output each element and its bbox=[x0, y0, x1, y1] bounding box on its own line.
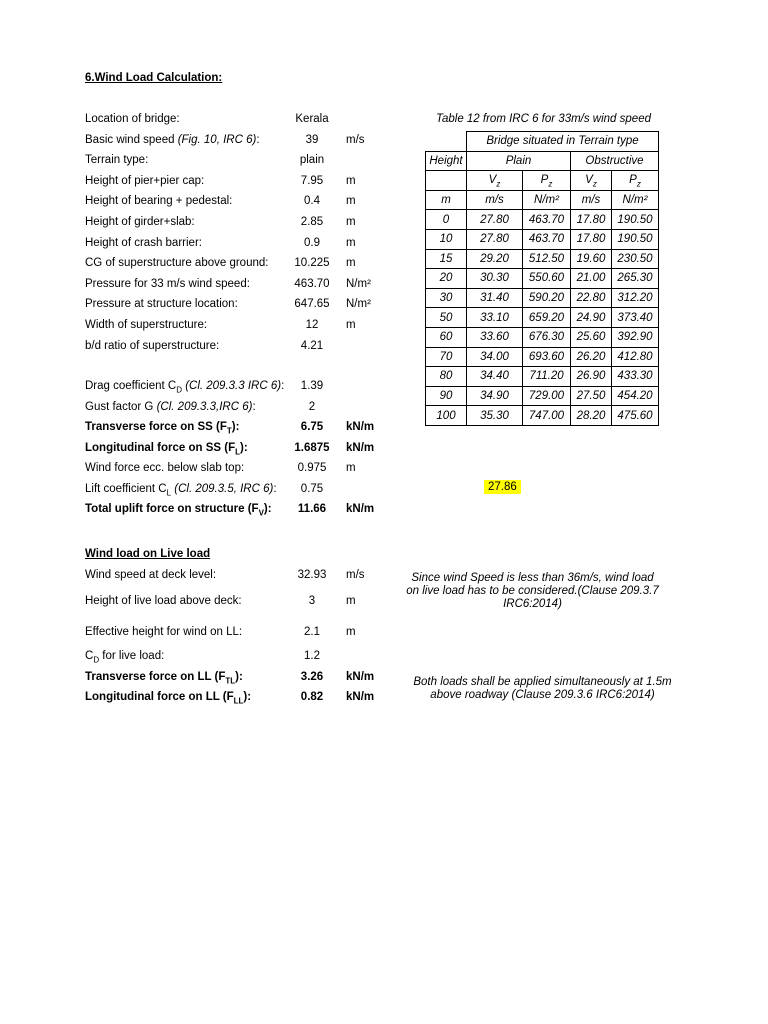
table-row bbox=[426, 249, 659, 269]
row-label bbox=[85, 257, 268, 269]
label-suffix: : bbox=[273, 482, 277, 495]
table-cell: 676.30 bbox=[523, 327, 571, 347]
label-suffix: ): bbox=[235, 671, 243, 683]
label-text: Transverse force on LL (F bbox=[85, 671, 226, 683]
row-unit: m bbox=[346, 216, 356, 228]
row-unit: m bbox=[346, 462, 356, 474]
table-cell: 20 bbox=[426, 269, 467, 289]
row-label bbox=[85, 626, 242, 638]
row-unit: kN/m bbox=[346, 503, 375, 515]
table-cell: 17.80 bbox=[571, 210, 612, 230]
row-value: 2.1 bbox=[304, 626, 320, 638]
table-cell: 27.80 bbox=[467, 229, 523, 249]
label-suffix: : bbox=[281, 380, 285, 392]
row-value: 1.2 bbox=[304, 650, 320, 662]
row-value: 4.21 bbox=[300, 339, 324, 352]
unit-cell: m/s bbox=[467, 190, 523, 210]
blank-cell bbox=[426, 132, 467, 152]
table-cell: 265.30 bbox=[612, 269, 659, 289]
sub-header-symbol: P bbox=[540, 174, 549, 187]
sub-header bbox=[467, 171, 523, 191]
table-row bbox=[426, 288, 659, 308]
table-cell: 80 bbox=[426, 367, 467, 387]
table-cell: 34.00 bbox=[467, 347, 523, 367]
unit-cell: m/s bbox=[571, 190, 612, 210]
live-load-note: Since wind Speed is less than 36m/s, wind load on live load has to be considered.(Clause 209.3.7 IRC6:2014) bbox=[406, 572, 659, 610]
label-suffix: ): bbox=[263, 503, 272, 515]
table-cell: 26.90 bbox=[571, 367, 612, 387]
label-text: CG of superstructure above ground: bbox=[85, 257, 269, 270]
sub-header bbox=[571, 171, 612, 191]
table-cell: 33.10 bbox=[467, 308, 523, 328]
sub-header-symbol: P bbox=[629, 174, 637, 187]
row-label bbox=[85, 595, 242, 607]
row-value: 6.75 bbox=[300, 421, 324, 433]
row-value: 0.975 bbox=[297, 462, 327, 474]
row-label bbox=[85, 298, 238, 310]
table-cell: 50 bbox=[426, 308, 467, 328]
table-cell: 711.20 bbox=[523, 367, 571, 387]
row-value: 0.4 bbox=[304, 195, 320, 208]
row-unit: m bbox=[346, 626, 356, 638]
row-value: 463.70 bbox=[294, 277, 330, 290]
table-cell: 28.20 bbox=[571, 406, 612, 426]
label-text: Height of live load above deck: bbox=[85, 595, 242, 607]
table-cell: 747.00 bbox=[523, 406, 571, 426]
row-label bbox=[85, 380, 285, 395]
row-value: 2 bbox=[308, 400, 316, 413]
table-cell: 10 bbox=[426, 229, 467, 249]
obstructive-header: Obstructive bbox=[571, 151, 659, 171]
sub-header-subscript: z bbox=[592, 179, 597, 189]
label-subscript: V bbox=[258, 508, 264, 518]
unit-cell: N/m² bbox=[612, 190, 659, 210]
label-text: Location of bridge: bbox=[85, 113, 180, 125]
table-cell: 33.60 bbox=[467, 327, 523, 347]
section-title: 6.Wind Load Calculation: bbox=[85, 72, 223, 84]
table-row bbox=[426, 406, 659, 426]
row-value: 0.75 bbox=[300, 482, 324, 495]
table-row bbox=[426, 386, 659, 406]
row-unit: m/s bbox=[346, 133, 365, 146]
row-unit: kN/m bbox=[346, 691, 375, 703]
table-cell: 190.50 bbox=[612, 210, 659, 230]
row-label bbox=[85, 278, 250, 290]
table-cell: 70 bbox=[426, 347, 467, 367]
table-cell: 21.00 bbox=[571, 269, 612, 289]
table-row bbox=[426, 367, 659, 387]
table-cell: 659.20 bbox=[523, 308, 571, 328]
label-text: Basic wind speed bbox=[85, 133, 175, 146]
row-unit: N/m² bbox=[346, 298, 371, 311]
row-value: 647.65 bbox=[294, 298, 330, 311]
row-value: 1.6875 bbox=[294, 441, 330, 454]
row-unit: m bbox=[346, 595, 356, 607]
row-unit: N/m² bbox=[346, 277, 371, 290]
label-suffix: for live load: bbox=[99, 650, 165, 662]
label-text: Wind force ecc. below slab top: bbox=[85, 462, 245, 474]
table-cell: 550.60 bbox=[523, 269, 571, 289]
label-subscript: D bbox=[93, 655, 100, 665]
label-text: Transverse force on SS (F bbox=[85, 421, 227, 433]
table-cell: 729.00 bbox=[523, 386, 571, 406]
table-cell: 590.20 bbox=[523, 288, 571, 308]
row-label bbox=[85, 401, 256, 413]
label-suffix: : bbox=[256, 133, 260, 146]
highlighted-value bbox=[484, 481, 521, 493]
label-text: C bbox=[85, 650, 94, 662]
table-cell: 312.20 bbox=[612, 288, 659, 308]
unit-cell: N/m² bbox=[523, 190, 571, 210]
row-value: 11.66 bbox=[297, 503, 327, 515]
label-text: Gust factor G bbox=[85, 400, 154, 413]
row-value: 3 bbox=[308, 595, 316, 607]
table-cell: 90 bbox=[426, 386, 467, 406]
label-suffix: ): bbox=[243, 691, 252, 703]
label-text: Height of bearing + pedestal: bbox=[85, 195, 233, 208]
row-value: 39 bbox=[305, 133, 319, 146]
row-unit: m bbox=[346, 236, 356, 249]
table-cell: 60 bbox=[426, 327, 467, 347]
label-subscript: D bbox=[176, 385, 182, 395]
table-cell: 0 bbox=[426, 210, 467, 230]
table-cell: 190.50 bbox=[612, 229, 659, 249]
row-label bbox=[85, 442, 248, 454]
row-label bbox=[85, 195, 232, 207]
row-label bbox=[85, 691, 252, 706]
label-text: Height of pier+pier cap: bbox=[85, 174, 205, 187]
row-value: plain bbox=[299, 154, 325, 167]
row-value: 12 bbox=[305, 319, 319, 331]
blank-cell bbox=[426, 171, 467, 191]
label-reference: (Fig. 10, IRC 6) bbox=[177, 133, 257, 146]
table-cell: 35.30 bbox=[467, 406, 523, 426]
row-value: 32.93 bbox=[297, 569, 327, 581]
row-label bbox=[85, 216, 195, 228]
table-row bbox=[426, 308, 659, 328]
row-label bbox=[85, 650, 165, 665]
label-text: Longitudinal force on SS (F bbox=[85, 441, 236, 454]
row-unit: m bbox=[346, 174, 356, 187]
group-header: Bridge situated in Terrain type bbox=[467, 132, 659, 152]
table-cell: 412.80 bbox=[612, 347, 659, 367]
table-caption: Table 12 from IRC 6 for 33m/s wind speed bbox=[436, 113, 651, 125]
table-row bbox=[426, 229, 659, 249]
table-cell: 512.50 bbox=[523, 249, 571, 269]
label-subscript: LL bbox=[233, 696, 244, 706]
height-header: Height bbox=[426, 151, 467, 171]
row-label bbox=[85, 671, 243, 686]
table-cell: 433.30 bbox=[612, 367, 659, 387]
table-cell: 29.20 bbox=[467, 249, 523, 269]
row-label bbox=[85, 462, 244, 474]
row-label bbox=[85, 483, 277, 495]
label-suffix: ): bbox=[231, 421, 240, 433]
label-reference: (Cl. 209.3.3 IRC 6) bbox=[185, 380, 282, 392]
table-cell: 27.50 bbox=[571, 386, 612, 406]
row-value: Kerala bbox=[295, 113, 329, 125]
plain-header: Plain bbox=[467, 151, 571, 171]
sub-header bbox=[523, 171, 571, 191]
row-value: 3.26 bbox=[300, 671, 324, 683]
row-label bbox=[85, 175, 204, 187]
row-unit: m bbox=[346, 319, 356, 331]
table-cell: 34.90 bbox=[467, 386, 523, 406]
table-cell: 373.40 bbox=[612, 308, 659, 328]
label-text: Pressure at structure location: bbox=[85, 298, 238, 311]
table-cell: 30 bbox=[426, 288, 467, 308]
row-value: 1.39 bbox=[300, 380, 324, 392]
label-text: Width of superstructure: bbox=[85, 319, 208, 331]
row-label bbox=[85, 421, 240, 436]
table-cell: 24.90 bbox=[571, 308, 612, 328]
label-subscript: L bbox=[166, 487, 172, 497]
table-cell: 392.90 bbox=[612, 327, 659, 347]
sub-header-subscript: z bbox=[636, 179, 641, 189]
row-label bbox=[85, 503, 272, 518]
highlight-cell: 27.86 bbox=[484, 480, 521, 494]
row-unit: m/s bbox=[346, 569, 365, 581]
table-cell: 22.80 bbox=[571, 288, 612, 308]
row-value: 10.225 bbox=[294, 257, 330, 270]
irc-wind-table bbox=[425, 131, 659, 426]
row-label bbox=[85, 569, 216, 581]
label-text: Total uplift force on structure (F bbox=[85, 503, 259, 515]
sub-header-subscript: z bbox=[548, 179, 553, 189]
table-row bbox=[426, 347, 659, 367]
table-cell: 475.60 bbox=[612, 406, 659, 426]
live-load-heading: Wind load on Live load bbox=[85, 548, 211, 560]
table-cell: 19.60 bbox=[571, 249, 612, 269]
table-cell: 34.40 bbox=[467, 367, 523, 387]
label-text: Effective height for wind on LL: bbox=[85, 626, 243, 638]
table-row bbox=[426, 327, 659, 347]
table-cell: 454.20 bbox=[612, 386, 659, 406]
label-text: Pressure for 33 m/s wind speed: bbox=[85, 277, 250, 290]
row-label bbox=[85, 134, 260, 146]
row-unit: kN/m bbox=[346, 421, 375, 433]
row-label bbox=[85, 154, 148, 166]
sub-header-symbol: V bbox=[585, 174, 593, 187]
label-subscript: T bbox=[226, 426, 232, 436]
table-row bbox=[426, 210, 659, 230]
row-label bbox=[85, 319, 207, 331]
label-text: Wind speed at deck level: bbox=[85, 569, 217, 581]
label-text: Height of girder+slab: bbox=[85, 216, 195, 228]
table-cell: 31.40 bbox=[467, 288, 523, 308]
table-row bbox=[426, 269, 659, 289]
table-cell: 100 bbox=[426, 406, 467, 426]
row-value: 0.9 bbox=[304, 236, 320, 249]
label-text: Longitudinal force on LL (F bbox=[85, 691, 234, 703]
label-text: b/d ratio of superstructure: bbox=[85, 339, 220, 352]
table-cell: 27.80 bbox=[467, 210, 523, 230]
label-reference: (Cl. 209.3.3,IRC 6) bbox=[156, 400, 253, 413]
row-unit: kN/m bbox=[346, 441, 375, 454]
table-cell: 463.70 bbox=[523, 229, 571, 249]
row-unit: kN/m bbox=[346, 671, 375, 683]
sub-header-symbol: V bbox=[488, 174, 497, 187]
simultaneous-load-note: Both loads shall be applied simultaneously at 1.5m above roadway (Clause 209.3.6 IRC6:2014) bbox=[413, 676, 672, 701]
row-label bbox=[85, 237, 202, 249]
table-cell: 26.20 bbox=[571, 347, 612, 367]
label-reference: (Cl. 209.3.5, IRC 6) bbox=[174, 482, 274, 495]
row-value: 0.82 bbox=[300, 691, 324, 703]
row-unit: m bbox=[346, 195, 356, 208]
label-text: Lift coefficient C bbox=[85, 482, 167, 495]
row-value: 2.85 bbox=[300, 216, 324, 228]
label-text: Terrain type: bbox=[85, 154, 149, 167]
table-cell: 15 bbox=[426, 249, 467, 269]
table-cell: 230.50 bbox=[612, 249, 659, 269]
label-subscript: TL bbox=[225, 676, 236, 686]
unit-cell: m bbox=[426, 190, 467, 210]
table-cell: 693.60 bbox=[523, 347, 571, 367]
label-subscript: L bbox=[235, 446, 241, 456]
row-value: 7.95 bbox=[300, 174, 324, 187]
row-unit: m bbox=[346, 257, 356, 270]
row-label bbox=[85, 113, 180, 125]
table-cell: 30.30 bbox=[467, 269, 523, 289]
label-suffix: ): bbox=[240, 441, 248, 454]
table-cell: 17.80 bbox=[571, 229, 612, 249]
label-suffix: : bbox=[252, 400, 256, 413]
row-label bbox=[85, 340, 219, 352]
table-cell: 463.70 bbox=[523, 210, 571, 230]
label-text: Drag coefficient C bbox=[85, 380, 177, 392]
sub-header bbox=[612, 171, 659, 191]
table-cell: 25.60 bbox=[571, 327, 612, 347]
label-text: Height of crash barrier: bbox=[85, 236, 202, 249]
sub-header-subscript: z bbox=[496, 179, 501, 189]
